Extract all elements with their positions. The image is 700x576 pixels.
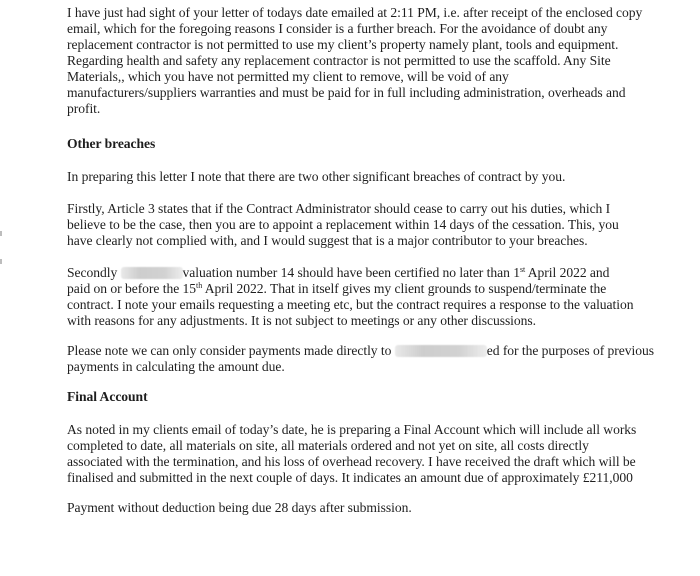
text-line [67, 265, 697, 281]
redaction-blur [121, 267, 183, 279]
text-line: completed to date, all materials on site, all materials ordered and not yet on site, all costs directly [67, 438, 589, 453]
text-fragment: Secondly [67, 265, 121, 280]
ordinal-suffix: th [196, 281, 203, 290]
text-line: contract. I note your emails requesting a meeting etc, but the contract requires a response to the valuation [67, 297, 634, 312]
text-line [67, 281, 697, 297]
text-fragment: ed for the purposes of previous [486, 343, 654, 358]
secondly-paragraph [67, 265, 697, 329]
payments-paragraph [67, 343, 697, 375]
spacer [67, 375, 697, 389]
text-line: finalised and submitted in the next couple of days. It indicates an amount due of approximately £211,000 [67, 470, 633, 485]
redaction-blur [395, 345, 487, 357]
text-line: believe to be the case, then you are to appoint a replacement within 14 days of the cessation. This, you [67, 217, 619, 232]
text-fragment: April 2022. That in itself gives my client grounds to suspend/terminate the [202, 281, 607, 296]
other-breaches-intro [67, 169, 697, 185]
text-line: associated with the termination, and his loss of overhead recovery. I have received the draft which will be [67, 454, 636, 469]
intro-paragraph [67, 5, 697, 117]
firstly-paragraph [67, 201, 697, 249]
text-line: with reasons for any adjustments. It is not subject to meetings or any other discussions. [67, 313, 536, 328]
text-line: have clearly not complied with, and I would suggest that is a major contributor to your breaches. [67, 233, 588, 248]
payment-terms-paragraph [67, 500, 697, 516]
heading-other-breaches: Other breaches [67, 136, 156, 151]
spacer [67, 329, 697, 343]
text-fragment: paid on or before the 15 [67, 281, 197, 296]
spacer [67, 117, 697, 136]
text-line: Payment without deduction being due 28 days after submission. [67, 500, 412, 515]
text-line: profit. [67, 101, 101, 116]
text-line: payments in calculating the amount due. [67, 359, 285, 374]
ordinal-suffix: st [519, 265, 526, 274]
text-line: Regarding health and safety any replacement contractor is not permitted to use the scaffold. Any Site [67, 53, 611, 68]
text-line [67, 343, 697, 359]
text-line: Materials,, which you have not permitted my client to remove, will be void of any [67, 69, 509, 84]
margin-scan-mark [0, 231, 2, 236]
letter-page [67, 5, 697, 516]
text-line: Firstly, Article 3 states that if the Contract Administrator should cease to carry out his duties, which I [67, 201, 611, 216]
text-line: email, which for the foregoing reasons I consider is a further breach. For the avoidance of doubt any [67, 21, 608, 36]
spacer [67, 152, 697, 169]
text-line: In preparing this letter I note that there are two other significant breaches of contract by you. [67, 169, 566, 184]
text-line: I have just had sight of your letter of todays date emailed at 2:11 PM, i.e. after receipt of the enclosed copy [67, 5, 643, 20]
text-fragment: valuation number 14 should have been certified no later than 1 [182, 265, 520, 280]
text-fragment: April 2022 and [525, 265, 610, 280]
spacer [67, 486, 697, 500]
text-line: As noted in my clients email of today’s date, he is preparing a Final Account which will include all works [67, 422, 637, 437]
text-fragment: Please note we can only consider payments made directly to [67, 343, 395, 358]
text-line: replacement contractor is not permitted to use my client’s property namely plant, tools and equipment. [67, 37, 619, 52]
text-line: manufacturers/suppliers warranties and must be paid for in full including administration, overheads and [67, 85, 626, 100]
spacer [67, 405, 697, 422]
margin-scan-mark [0, 259, 2, 264]
spacer [67, 185, 697, 201]
heading-final-account: Final Account [67, 389, 148, 404]
spacer [67, 249, 697, 265]
final-account-paragraph [67, 422, 697, 486]
